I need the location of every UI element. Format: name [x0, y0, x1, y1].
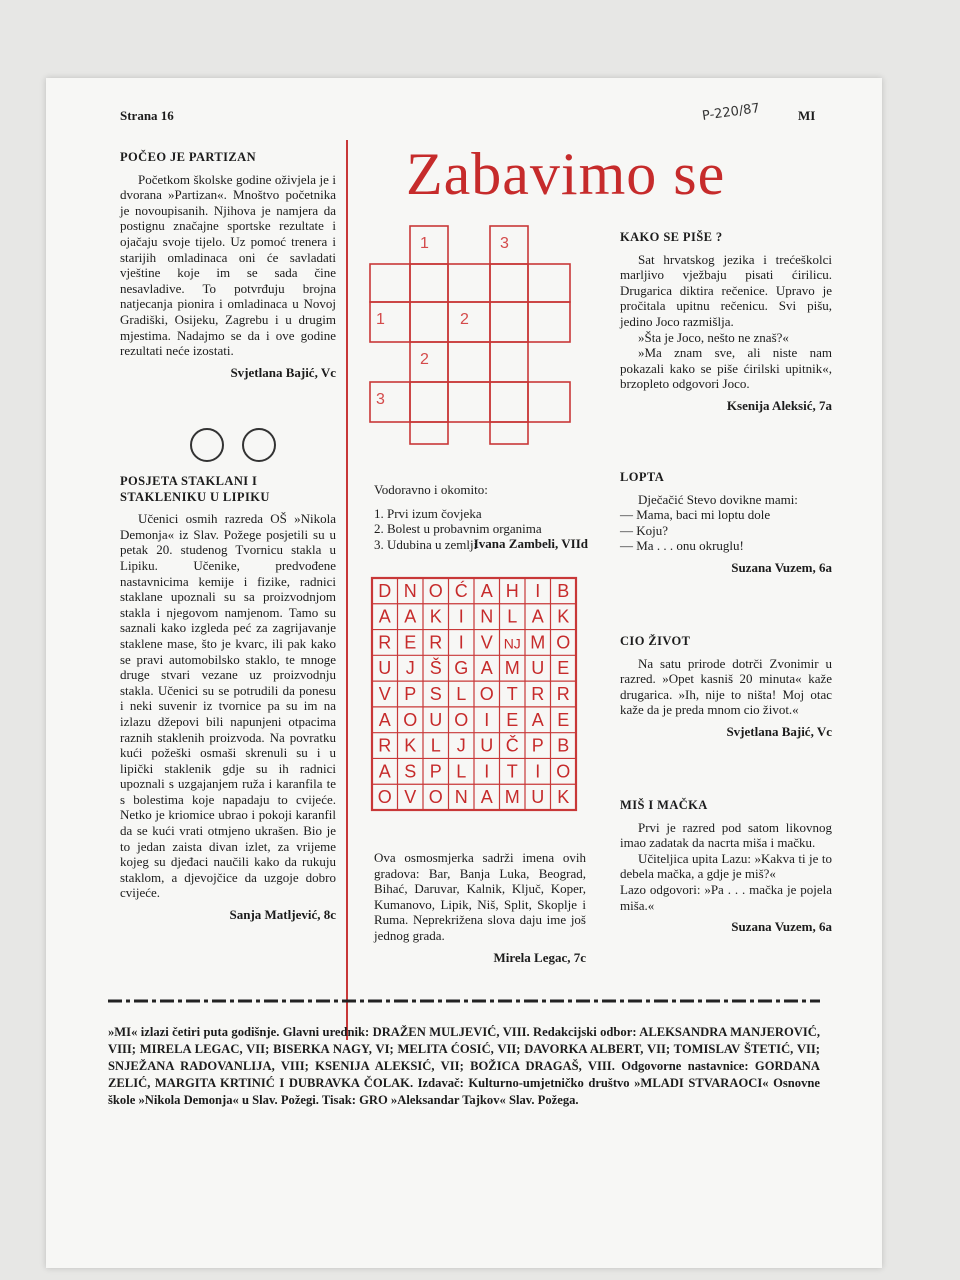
- word-search-letter: B: [557, 580, 570, 601]
- article-heading: POČEO JE PARTIZAN: [120, 150, 256, 164]
- article-cio-zivot: [620, 634, 832, 740]
- word-search-letter: M: [530, 632, 546, 653]
- word-search-letter: R: [378, 735, 392, 756]
- clue-item: 3. Udubina u zemlji: [374, 536, 478, 552]
- article-kako-se-pise: [620, 230, 832, 414]
- word-search-letter: Š: [429, 658, 442, 679]
- article-paragraph: Na satu prirode dotrči Zvonimir u razred. »Opet kasniš 20 minuta« kaže drugarica. »Ih, nije to ništa! Moj otac kaže da je preda mnom cio život.«: [620, 655, 832, 718]
- word-search-letter: D: [378, 580, 392, 601]
- crossword-cells: [370, 226, 570, 444]
- word-search-letter: L: [430, 735, 441, 756]
- word-search-letter: O: [556, 632, 571, 653]
- crossword-number: 3: [500, 235, 509, 252]
- clue-item: 2. Bolest u probavnim organima: [374, 521, 542, 537]
- article-paragraph: Prvi je razred pod satom likovnog imao zadatak da nacrta miša i mačku.: [620, 819, 832, 851]
- word-search-letter: R: [556, 684, 570, 704]
- article-paragraph: »Ma znam sve, ali niste nam pokazali kako se piše ćirilski upitnik«, brzopleto odgovori Joco.: [620, 345, 832, 392]
- word-search-grid: [368, 574, 580, 814]
- word-search-letter: K: [557, 606, 570, 627]
- article-heading: POSJETA STAKLANI I STAKLENIKU U LIPIKU: [120, 474, 270, 504]
- paper-name: MI: [798, 108, 816, 123]
- word-search-text: [374, 850, 586, 965]
- word-search-letter: A: [404, 606, 417, 627]
- word-search-letter: P: [404, 684, 417, 704]
- word-search-letter: E: [506, 709, 519, 730]
- word-search-letter: P: [429, 761, 442, 782]
- article-signature: Ksenija Aleksić, 7a: [726, 397, 832, 413]
- word-search-letter: U: [531, 658, 545, 679]
- article-paragraph: Početkom školske godine oživjela je i dvorana »Partizan«. Mnoštvo početnika je novoupisanih. Njihova je namjera da postignu značajne sportske rezultate i ojačaju svoje tijelo. Uz pomoć trenera i starijih omladinaca oni će savladati vještine koje im se sada čine nesavladive. To potvrđuju brojna natjecanja pionira i omladinaca u Novoj Gradiški, Osijeku, Zagrebu i u drugim mjestima. Nadajmo se da i ove godine rezultati neće izostati.: [120, 171, 336, 359]
- word-search-letter: T: [506, 761, 518, 782]
- word-search-letter: R: [429, 632, 443, 653]
- word-search-letter: O: [403, 709, 418, 730]
- page-title: Zabavimo se: [406, 141, 726, 207]
- article-paragraph: — Mama, baci mi loptu dole: [620, 507, 771, 523]
- word-search-letter: I: [535, 761, 541, 782]
- crossword-clues: [374, 482, 588, 552]
- word-search-letter: M: [504, 787, 520, 808]
- page-number: Strana 16: [120, 108, 174, 123]
- word-search-letter: U: [480, 735, 494, 756]
- word-search-letter: O: [479, 684, 494, 704]
- word-search-letter: O: [428, 787, 443, 808]
- word-search-letter: U: [531, 787, 545, 808]
- word-search-letter: V: [480, 632, 493, 653]
- word-search-letter: J: [456, 735, 466, 756]
- word-search-paragraph: Ova osmosmjerka sadrži imena ovih gradova: Bar, Banja Luka, Beograd, Bihać, Daruvar, Kalnik, Ključ, Koper, Kumanovo, Lipik, Niš, Split, Skoplje i Ruma. Neprekrižena slova daju ime još jednog grada.: [374, 850, 586, 943]
- word-search-letter: A: [480, 787, 493, 808]
- word-search-letter: R: [378, 632, 392, 653]
- word-search-letter: E: [557, 709, 570, 730]
- crossword-number: 2: [420, 351, 429, 368]
- word-search-letter: A: [480, 580, 493, 601]
- column-divider: [346, 140, 348, 1040]
- article-mis-i-macka: [620, 798, 832, 935]
- word-search-letter: L: [456, 761, 467, 782]
- article-paragraph: Dječačić Stevo dovikne mami:: [638, 491, 798, 507]
- word-search-letter: A: [378, 606, 391, 627]
- word-search-letter: K: [404, 735, 417, 756]
- article-paragraph: Učenici osmih razreda OŠ »Nikola Demonja« iz Slav. Požege posjetili su u petak 20. studenog Tvornicu stakla u Lipiku. Učenike, predvođene nastavnicima kemije i fizike, radnici staklane upoznali su sa proizvodnjom stakla i njegovom namjenom. Tamo su saznali kako izgleda peć za zagrijavanje staklene mase, što je kvarc, ili pak kako se pravi automobilsko staklo, te mnoge druge stvari vezane uz proizvodnju stakla. Učenici su se potrudili da ponesu i neki suvenir iz tvornice pa su im na izlazu džepovi bili napunjeni otpacima raznih staklenih proizvoda. Na povratku kući požeški osmaši skrenuli su i u lipički staklenik gdje su ih radnici upoznali s uzgajanjem ruža i karanfila te s bolestima koje napadaju to cvijeće. Netko je kriomice ubrao i pokoji karanfil da se kući vrati otmjeno ukrašen. Bio je to jedan zaista divan izlet, za vrijeme kojeg su djeđaci naučili kako da rukuju staklom, a djevojčice da uzgoje dobro cvijeće.: [120, 511, 336, 901]
- article-signature: Suzana Vuzem, 6a: [731, 919, 832, 935]
- word-search-letter: U: [378, 658, 392, 679]
- word-search-letter: Ć: [454, 580, 468, 601]
- decorative-border: [108, 996, 820, 1006]
- word-search-letter: I: [458, 606, 464, 627]
- word-search-letter: S: [429, 684, 442, 704]
- word-search-letter: I: [458, 632, 464, 653]
- word-search-letter: A: [378, 709, 391, 730]
- clues-intro: Vodoravno i okomito:: [374, 482, 488, 497]
- word-search-letter: O: [454, 709, 469, 730]
- word-search-letter: O: [556, 761, 571, 782]
- article-heading: LOPTA: [620, 470, 665, 484]
- crossword-signature: Ivana Zambeli, VIId: [473, 536, 588, 552]
- crossword-grid: [364, 220, 584, 450]
- word-search-letter: L: [507, 606, 518, 627]
- word-search-letter: A: [378, 761, 391, 782]
- word-search-letter: H: [505, 580, 519, 601]
- crossword-number: 3: [376, 391, 385, 408]
- decorative-circle: [242, 428, 276, 462]
- article-signature: Sanja Matljević, 8c: [229, 907, 336, 923]
- newspaper-page: [46, 78, 882, 1268]
- word-search-letter: O: [428, 580, 443, 601]
- imprint: »MI« izlazi četiri puta godišnje. Glavni urednik: DRAŽEN MULJEVIĆ, VIII. Redakcijski odbor: ALEKSANDRA MANJEROVIĆ, VIII; MIRELA LEGAC, VII; BISERKA NAGY, VI; MELITA ĆOSIĆ, VII; DAVORKA ALBERT, VII; TOMISLAV ŠTETIĆ, VII; SNJEŽANA RADOVANLIJA, VIII; KSENIJA ALEKSIĆ, VII; BOŽICA DRAGAŠ, VIII. Odgovorne nastavnice: GORDANA ZELIĆ, MARGITA KRTINIĆ I DUBRAVKA ČOLAK. Izdavač: Kulturno-umjetničko društvo »MLADI STVARAOCI« Osnovne škole »Nikola Demonja« u Slav. Požegi. Tisak: GRO »Aleksandar Tajkov« Slav. Požega.: [108, 1025, 820, 1107]
- word-search-letter: U: [429, 709, 443, 730]
- word-search-letter: O: [377, 787, 392, 808]
- article-lopta: [620, 470, 832, 576]
- article-heading: KAKO SE PIŠE ?: [620, 230, 723, 244]
- word-search-letter: B: [557, 735, 570, 756]
- article-paragraph: — Ma . . . onu okruglu!: [620, 538, 744, 554]
- crossword-number: 1: [420, 235, 429, 252]
- crossword-number: 2: [460, 311, 469, 328]
- word-search-letter: G: [454, 658, 469, 679]
- article-paragraph: Lazo odgovori: »Pa . . . mačka je pojela miša.«: [620, 881, 832, 913]
- word-search-letter: N: [454, 787, 468, 808]
- word-search-letter: A: [531, 606, 544, 627]
- word-search-letter: A: [531, 709, 544, 730]
- word-search-letter: J: [405, 658, 415, 679]
- article-paragraph: — Koju?: [620, 522, 669, 538]
- handwritten-note: P-220/87: [701, 101, 761, 124]
- word-search-letter: N: [403, 580, 417, 601]
- word-search-letter: NJ: [503, 635, 521, 652]
- word-search-signature: Mirela Legac, 7c: [493, 949, 586, 965]
- word-search-letter: I: [484, 761, 490, 782]
- word-search-letter: V: [378, 684, 391, 704]
- word-search-letter: T: [506, 684, 518, 704]
- word-search-letter: P: [531, 735, 544, 756]
- article-signature: Svjetlana Bajić, Vc: [726, 723, 832, 739]
- article-partizan: [120, 150, 336, 380]
- word-search-letter: N: [480, 606, 494, 627]
- word-search-letter: M: [504, 658, 520, 679]
- word-search-letter: R: [531, 684, 545, 704]
- article-signature: Svjetlana Bajić, Vc: [230, 364, 336, 380]
- word-search-letter: A: [480, 658, 493, 679]
- article-signature: Suzana Vuzem, 6a: [731, 559, 832, 575]
- word-search-letter: E: [404, 632, 417, 653]
- word-search-letter: K: [557, 787, 570, 808]
- word-search-letter: E: [557, 658, 570, 679]
- article-paragraph: »Šta je Joco, nešto ne znaš?«: [638, 329, 789, 345]
- word-search-letter: L: [456, 684, 467, 704]
- article-heading: CIO ŽIVOT: [620, 634, 691, 648]
- article-heading: MIŠ I MAČKA: [620, 798, 708, 812]
- word-search-letter: I: [535, 580, 541, 601]
- decorative-circle: [190, 428, 224, 462]
- word-search-letter: Č: [505, 735, 519, 756]
- crossword-number: 1: [376, 311, 385, 328]
- word-search-letter: S: [404, 761, 417, 782]
- article-paragraph: Sat hrvatskog jezika i trećeškolci marljivo vježbaju pisati ćirilicu. Drugarica diktira rečenice. Upravo je pročitala upitnu rečenicu. Svi pišu, jedino Joco razmišlja.: [620, 251, 832, 329]
- article-staklana: [120, 474, 336, 923]
- word-search-letter: I: [484, 709, 490, 730]
- clue-item: 1. Prvi izum čovjeka: [374, 505, 482, 521]
- article-paragraph: Učiteljica upita Lazu: »Kakva ti je to debela mačka, a gdje je miš?«: [620, 850, 832, 882]
- word-search-letter: K: [429, 606, 442, 627]
- word-search-letter: V: [404, 787, 417, 808]
